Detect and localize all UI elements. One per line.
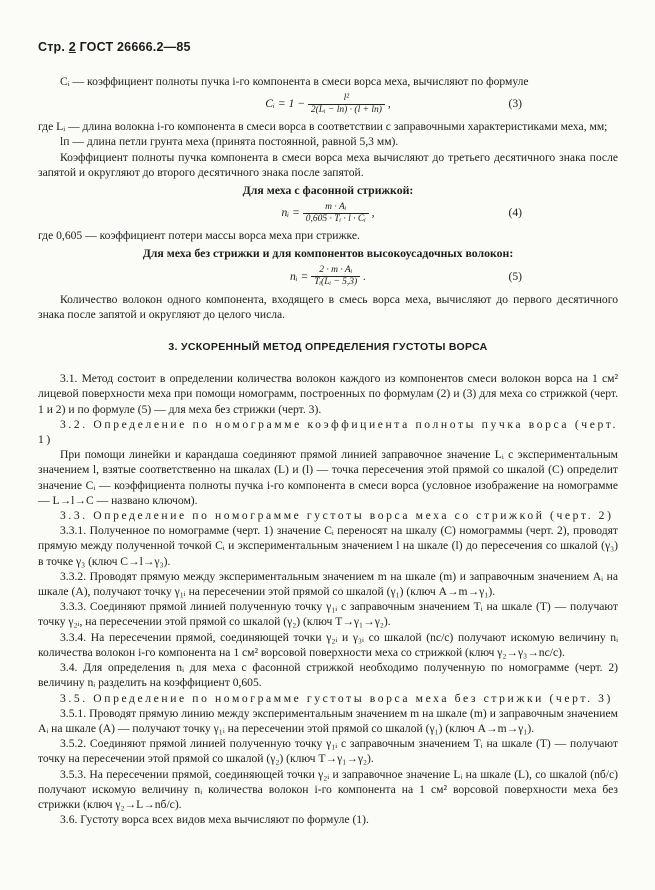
formula-4-tail: ,	[368, 206, 375, 220]
paragraph-where-L: где Lᵢ — длина волокна i-го компонента в смеси ворса в соответствии с заправочными характеристиками меха, мм;	[38, 120, 608, 134]
standard-code: ГОСТ 26666.2—85	[75, 40, 191, 54]
formula-5-numerator: 2 · m · Aᵢ	[311, 265, 360, 277]
heading-no-shearing: Для меха без стрижки и для компонентов высокоусадочных волокон:	[142, 246, 514, 261]
formula-4-denominator: 0,605 · Tᵢ · l · Cᵢ	[305, 214, 366, 225]
formula-4-numerator: m · Aᵢ	[303, 202, 369, 214]
clause-3-1: 3.1. Метод состоит в определении количества волокон каждого из компонентов смеси волокон ворса на 1 см² лицевой поверхности меха при помощи номограмм, построенных по формулам (2) и (3) для меха со стрижкой (черт. 1 и 2) и по формуле (5) — для меха без стрижки (черт. 3).	[38, 372, 618, 416]
clause-3-3-1: 3.3.1. Полученное по номограмме (черт. 1) значение Cᵢ переносят на шкалу (C) номограммы (черт. 2), проводят прямую между полученной точкой Cᵢ и экспериментальным значением l на шкале (l) до пересечения со шкалой (γ₃) в точке γ₃ (ключ C→l→γ₃).	[38, 524, 618, 568]
formula-3-denominator: 2(Lᵢ − lп) · (l + lп)	[310, 105, 382, 116]
page-number: 2	[68, 40, 76, 54]
formula-3-number: (3)	[508, 97, 522, 111]
formula-5-number: (5)	[508, 269, 522, 283]
formula-5-fraction	[311, 265, 360, 288]
clause-3-5-1: 3.5.1. Проводят прямую линию между экспериментальным значением m на шкале (m) и заправочным значением Aᵢ на шкале (A) — получают точку γ₁ᵢ на пересечении этой прямой со шкалой (γ₁) (ключ A→m→γ₁).	[38, 706, 618, 735]
clause-3-6: 3.6. Густоту ворса всех видов меха вычисляют по формуле (1).	[60, 813, 369, 827]
paragraph-where-lp: lп — длина петли грунта меха (принята постоянной, равной 5,3 мм).	[60, 135, 399, 149]
clause-3-3-4: 3.3.4. На пересечении прямой, соединяющей точки γ₂ᵢ и γ₃ᵢ со шкалой (nс/с) получают искомую величину nᵢ количества волокон i-го компонента на 1 см² ворсовой поверхности меха со стрижкой (ключ γ₂→γ₃→nс/с).	[38, 630, 618, 659]
formula-3-fraction	[308, 93, 385, 116]
formula-4-fraction	[303, 202, 369, 225]
clause-3-3-3: 3.3.3. Соединяют прямой линией полученную точку γ₁ᵢ с заправочным значением Tᵢ на шкале (T) — получают точку γ₂ᵢ, на пересечении этой прямой со шкалой (γ₂) (ключ T→γ₁→γ₂).	[38, 600, 618, 629]
page-header	[38, 40, 191, 54]
section-3-title: 3. УСКОРЕННЫЙ МЕТОД ОПРЕДЕЛЕНИЯ ГУСТОТЫ ВОРСА	[168, 341, 488, 354]
paragraph-c-definition: Cᵢ — коэффициент полноты пучка i-го компонента в смеси ворса меха, вычисляют по формуле	[60, 75, 529, 88]
clause-3-5-heading: 3.5. Определение по номограмме густоты ворса меха без стрижки (черт. 3)	[60, 691, 614, 705]
document-body	[38, 74, 618, 827]
formula-5	[38, 264, 618, 290]
clause-3-2-heading: 3.2. Определение по номограмме коэффициента полноты пучка ворса (черт. 1)	[38, 417, 618, 447]
paragraph-fiber-count-precision: Количество волокон одного компонента, входящего в смесь ворса меха, вычисляют до первого десятичного знака после запятой и округляют до целого числа.	[38, 292, 618, 321]
paragraph-where-0605: где 0,605 — коэффициент потери массы ворса меха при стрижке.	[38, 229, 360, 243]
formula-3	[38, 91, 618, 117]
formula-5-lhs: nᵢ =	[290, 269, 312, 283]
formula-3-tail: ,	[384, 97, 391, 111]
formula-3-lhs: Cᵢ = 1 −	[265, 97, 308, 111]
formula-4-lhs: nᵢ =	[281, 206, 303, 220]
page-label: Стр.	[38, 40, 69, 54]
clause-3-3-heading: 3.3. Определение по номограмме густоты ворса меха со стрижкой (черт. 2)	[60, 509, 614, 523]
formula-3-numerator: l²	[308, 93, 385, 105]
formula-4	[38, 200, 618, 226]
formula-5-denominator: Tᵢ(Lᵢ − 5,3)	[314, 277, 358, 288]
clause-3-5-2: 3.5.2. Соединяют прямой линией полученную точку γ₁ᵢ с заправочным значением Tᵢ на шкале (T) — получают точку на пересечении этой прямой со шкалой (γ₂) (ключ T→γ₁→γ₂).	[38, 737, 618, 766]
clause-3-5-3: 3.5.3. На пересечении прямой, соединяющей точки γ₂ᵢ и заправочное значение Lᵢ на шкале (L), со шкалой (nб/с) получают искомую величину nᵢ количества волокон i-го компонента на 1 см² ворсовой поверхности меха без стрижки (ключ γ₂→L→nб/с).	[38, 767, 618, 811]
clause-3-2-text: При помощи линейки и карандаша соединяют прямой линией заправочное значение Lᵢ с экспериментальным значением l, взятые соответственно на шкалах (L) и (l) — точка пересечения этой прямой со шкалой (C) определит значение Cᵢ — коэффициента полноты пучка i-го компонента в смеси ворса (условное изображение на номограмме — L→l→C — названо ключом).	[38, 448, 618, 507]
clause-3-4: 3.4. Для определения nᵢ для меха с фасонной стрижкой необходимо полученную по номограмме (черт. 2) величину nᵢ разделить на коэффициент 0,605.	[38, 661, 618, 690]
paragraph-c-precision: Коэффициент полноты пучка компонента в смеси ворса меха вычисляют до третьего десятичного знака после запятой и округляют до второго десятичного знака после запятой.	[38, 150, 618, 179]
formula-5-tail: .	[360, 269, 366, 283]
heading-fancy-shearing: Для меха с фасонной стрижкой:	[242, 183, 414, 198]
formula-4-number: (4)	[508, 206, 522, 220]
clause-3-3-2: 3.3.2. Проводят прямую между экспериментальным значением m на шкале (m) и заправочным значением Aᵢ на шкале (A), получают точку γ₁ᵢ на пересечении этой прямой со шкалой (γ₁) (ключ A→m→γ₁).	[38, 569, 618, 599]
